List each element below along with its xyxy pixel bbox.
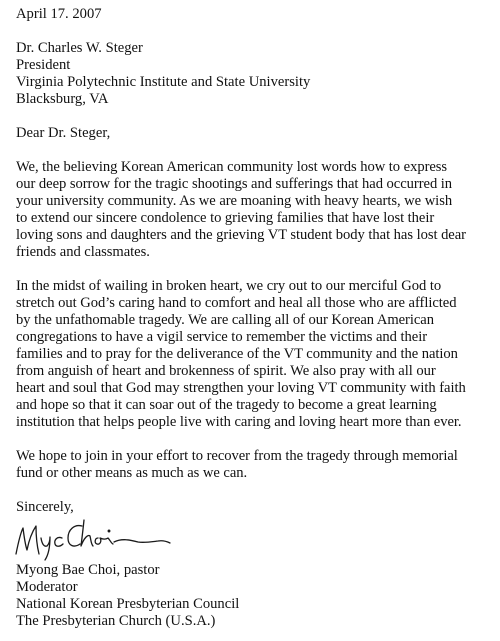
paragraph-line: friends and classmates. — [16, 244, 150, 260]
paragraph-prayer — [16, 278, 492, 431]
signature-graphic — [10, 516, 180, 562]
signer-name: Myong Bae Choi, pastor — [16, 562, 160, 578]
paragraph-line: We, the believing Korean American community lost words how to express — [16, 159, 448, 175]
signer-organization: National Korean Presbyterian Council — [16, 596, 240, 612]
paragraph-line: In the midst of wailing in broken heart, we cry out to our merciful God to — [16, 278, 442, 294]
closing: Sincerely, — [16, 499, 74, 515]
recipient-location: Blacksburg, VA — [16, 91, 109, 107]
paragraph-line: institution that helps people live with caring and loving heart more than ever. — [16, 414, 462, 430]
letter-date: April 17. 2007 — [16, 6, 102, 22]
paragraph-line: from anguish of heart and brokenness of spirit. We also pray with all our — [16, 363, 436, 379]
paragraph-line: and hope so that it can soar out of the tragedy to become a great learning — [16, 397, 437, 413]
signer-church: The Presbyterian Church (U.S.A.) — [16, 613, 216, 629]
paragraph-line: loving sons and daughters and the grieving VT student body that has lost dear — [16, 227, 466, 243]
signer-role: Moderator — [16, 579, 78, 595]
recipient-address — [16, 40, 492, 108]
recipient-name: Dr. Charles W. Steger — [16, 40, 143, 56]
paragraph-line: heart and soul that God may strengthen your loving VT community with faith — [16, 380, 466, 396]
paragraph-line: We hope to join in your effort to recover from the tragedy through memorial — [16, 448, 458, 464]
paragraph-line: fund or other means as much as we can. — [16, 465, 248, 481]
paragraph-line: by the unfathomable tragedy. We are calling all of our Korean American — [16, 312, 434, 328]
paragraph-line: families and to pray for the deliverance of the VT community and the nation — [16, 346, 458, 362]
paragraph-line: your university community. As we are moaning with heavy hearts, we wish — [16, 193, 453, 209]
salutation: Dear Dr. Steger, — [16, 125, 111, 141]
letter — [16, 6, 492, 630]
signature-block — [16, 562, 492, 630]
recipient-title: President — [16, 57, 71, 73]
paragraph-line: stretch out God’s caring hand to comfort and heal all those who are afflicted — [16, 295, 457, 311]
paragraph-line: our deep sorrow for the tragic shootings and sufferings that had occurred in — [16, 176, 453, 192]
handwritten-signature — [16, 516, 216, 562]
paragraph-line: congregations to have a vigil service to remember the victims and their — [16, 329, 428, 345]
paragraph-line: to extend our sincere condolence to grieving families that have lost their — [16, 210, 435, 226]
paragraph-support — [16, 448, 492, 482]
paragraph-condolence — [16, 159, 492, 261]
recipient-institution: Virginia Polytechnic Institute and State University — [16, 74, 311, 90]
